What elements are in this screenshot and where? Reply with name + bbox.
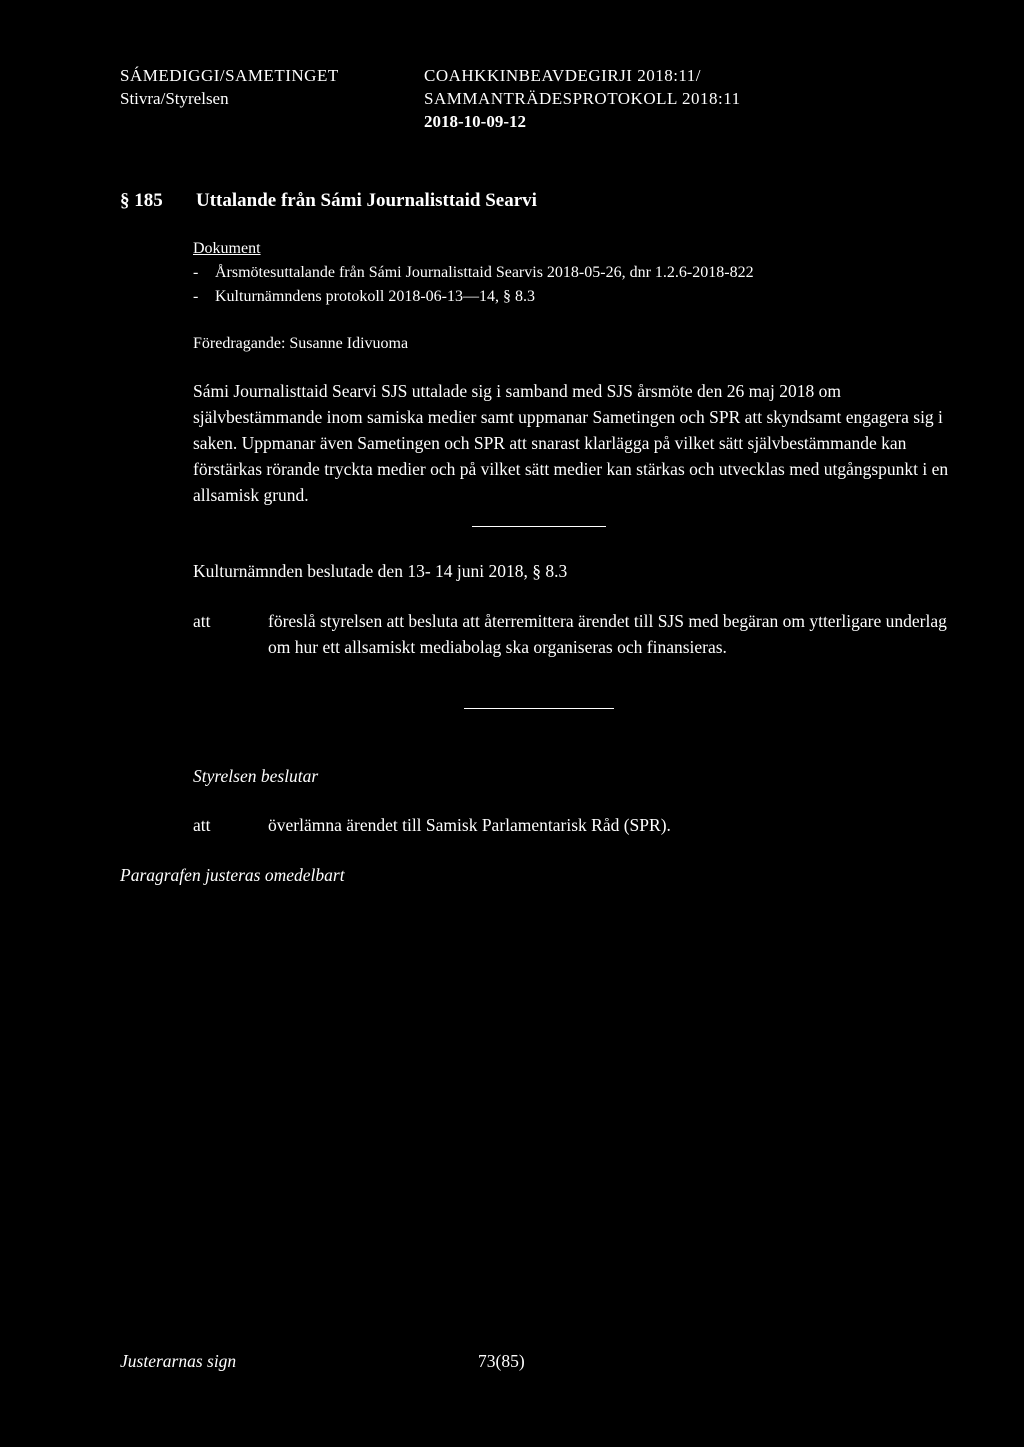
documents-heading-text: Dokument — [193, 240, 261, 257]
document-item — [193, 261, 754, 284]
bullet-dash: - — [193, 264, 199, 281]
document-type-swedish: SAMMANTRÄDESPROTOKOLL 2018:11 — [424, 89, 741, 108]
divider — [464, 708, 614, 709]
meeting-dates: 2018-10-09-12 — [424, 112, 526, 131]
documents-heading — [193, 237, 261, 260]
committee-decision-text: föreslå styrelsen att besluta att återremittera ärendet till SJS med begäran om ytterligare underlag om hur ett allsamiskt mediabolag ska organiseras och finansieras. — [268, 611, 947, 657]
section-number: § 185 — [120, 190, 163, 211]
body-paragraph: Sámi Journalisttaid Searvi SJS uttalade sig i samband med SJS årsmöte den 26 maj 2018 om självbestämmande inom samiska medier samt uppmanar Sametingen och SPR att skyndsamt engagera sig i saken. Uppmanar även Sametingen och SPR att snarast klarlägga på vilket sätt självbestämmande kan förstärkas rörande tryckta medier och på vilket sätt medier kan stärkas och utvecklas med utgångspunkt i en allsamisk grund. — [193, 381, 949, 505]
organization-unit: Stivra/Styrelsen — [120, 89, 229, 108]
document-item — [193, 285, 535, 308]
bullet-dash: - — [193, 288, 199, 305]
committee-att-label: att — [193, 611, 211, 631]
approval-note: Paragrafen justeras omedelbart — [120, 865, 345, 885]
document-item-text: Kulturnämndens protokoll 2018-06-13—14, § 8.3 — [215, 288, 535, 305]
document-type: COAHKKINBEAVDEGIRJI 2018:11/ — [424, 66, 702, 85]
page-number: 73(85) — [478, 1351, 525, 1371]
section-title: Uttalande från Sámi Journalisttaid Searvi — [196, 190, 537, 211]
organization-name: SÁMEDIGGI/SAMETINGET — [120, 66, 339, 85]
committee-decision-heading: Kulturnämnden beslutade den 13- 14 juni 2018, § 8.3 — [193, 561, 568, 581]
signature-label: Justerarnas sign — [120, 1351, 237, 1371]
board-att-label: att — [193, 815, 211, 835]
board-decision-text: överlämna ärendet till Samisk Parlamentarisk Råd (SPR). — [268, 815, 671, 835]
document-item-text: Årsmötesuttalande från Sámi Journalisttaid Searvis 2018-05-26, dnr 1.2.6-2018-822 — [215, 264, 754, 281]
presenter: Föredragande: Susanne Idivuoma — [193, 335, 409, 352]
divider — [472, 526, 606, 527]
board-decision-heading: Styrelsen beslutar — [193, 766, 319, 786]
